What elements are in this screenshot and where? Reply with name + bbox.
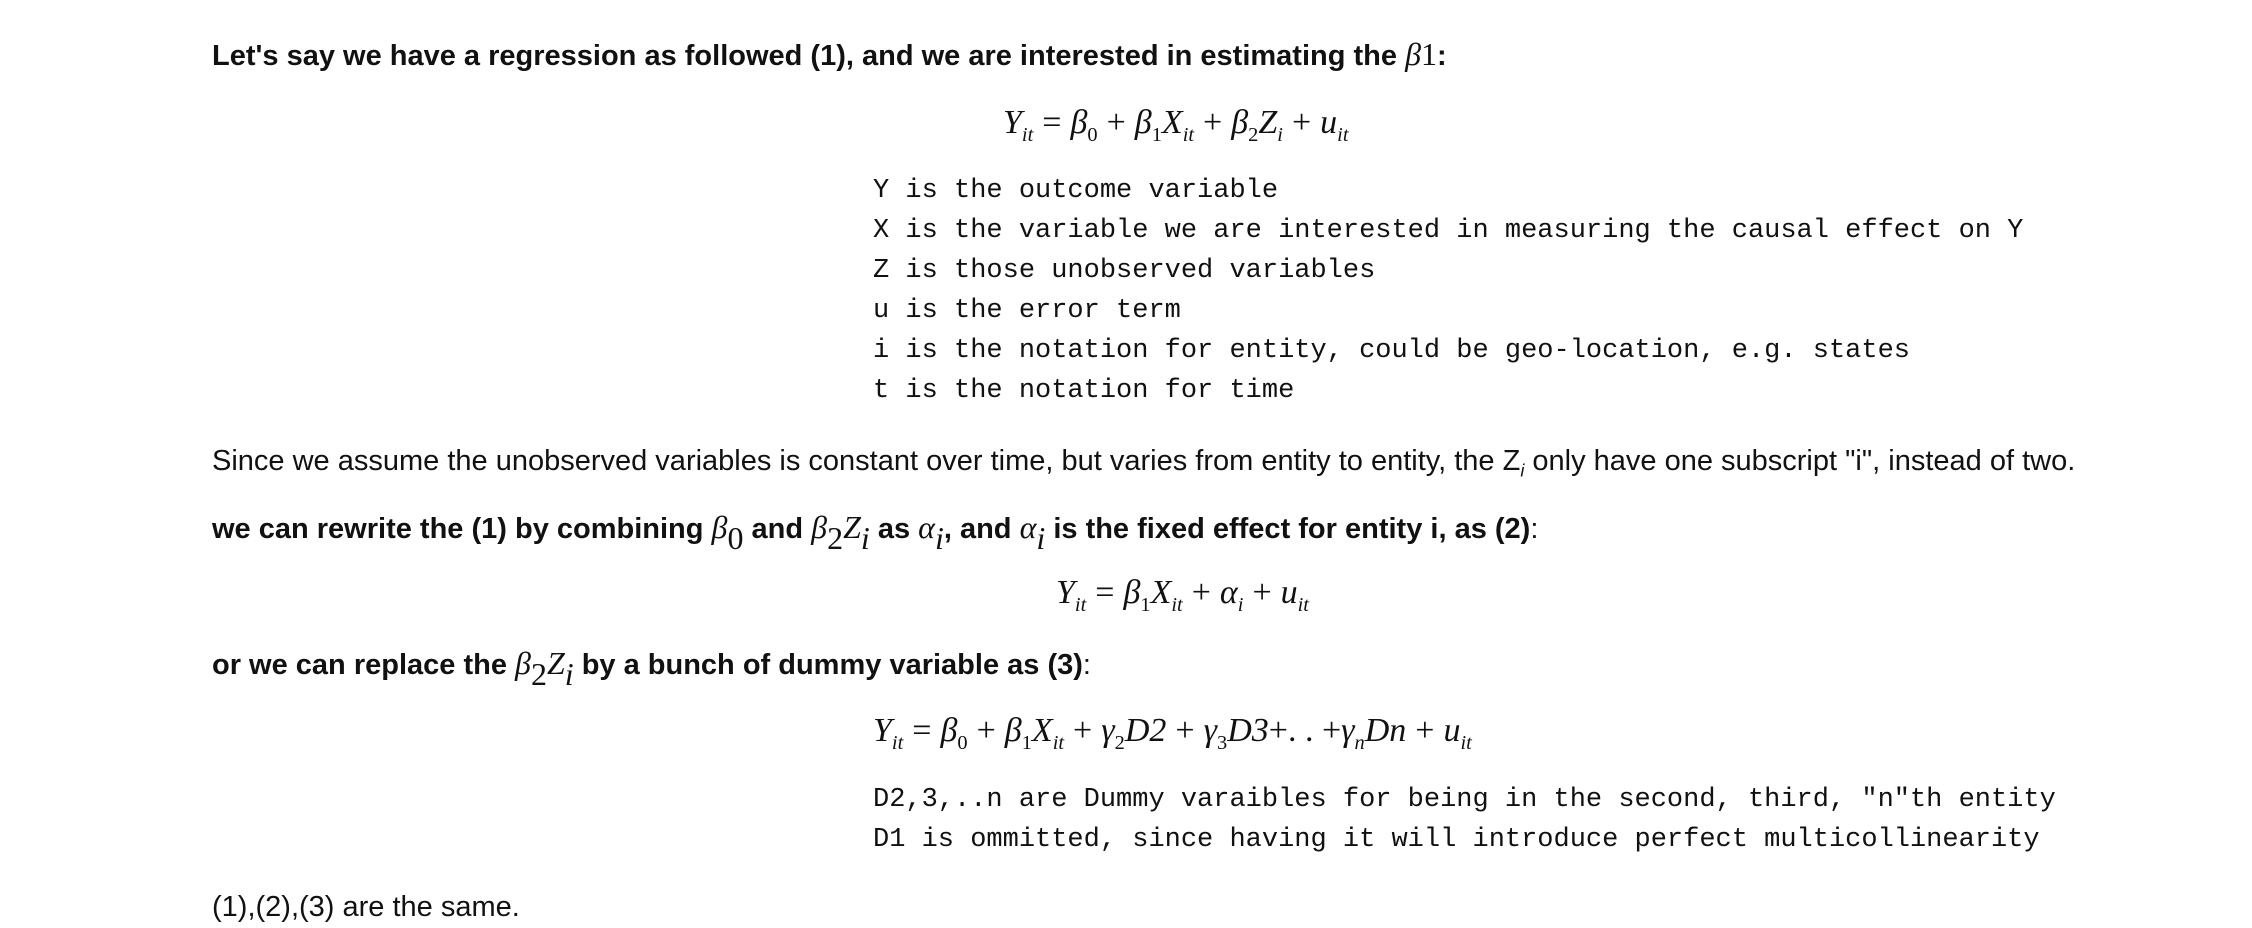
conclusion-text: (1),(2),(3) are the same. xyxy=(212,891,520,923)
definition-line: t is the notation for time xyxy=(873,376,1295,406)
definition-line: X is the variable we are interested in measuring the causal effect on Y xyxy=(873,216,2024,246)
definition-line: Z is those unobserved variables xyxy=(873,256,1376,286)
beta-symbol: β1 xyxy=(1405,36,1438,72)
intro-paragraph: Let's say we have a regression as followed (1), and we are interested in estimating the β1: xyxy=(212,36,1447,72)
equation-3: $Y_{it} = \beta_0 + \beta_1X_{it} + \gamma_2D2 + \gamma_3D3+$. . $+\gamma_nDn + u_{it}$ xyxy=(873,712,1472,754)
dummy-paragraph: or we can replace the $\beta_2Z_i$ by a bunch of dummy variable as (3): xyxy=(212,645,1091,693)
dummy-notes xyxy=(873,780,2056,860)
equation-2: $Y_{it} = \beta_1X_{it} + \alpha_i + u_{it}$ xyxy=(1056,574,1309,616)
note-line: D2,3,..n are Dummy varaibles for being in the second, third, "n"th entity xyxy=(873,785,2056,815)
definition-line: u is the error term xyxy=(873,296,1181,326)
variable-definitions xyxy=(873,171,2023,411)
intro-text: Let's say we have a regression as followed (1), and we are interested in estimating the xyxy=(212,40,1406,72)
definition-line: i is the notation for entity, could be geo-location, e.g. states xyxy=(873,336,1910,366)
definition-line: Y is the outcome variable xyxy=(873,176,1279,206)
note-line: D1 is ommitted, since having it will introduce perfect multicollinearity xyxy=(873,825,2040,855)
since-paragraph: Since we assume the unobserved variables is constant over time, but varies from entity to entity, the $Z_i$ only have one subscript "i", instead of two. xyxy=(212,445,2076,481)
rewrite-paragraph: we can rewrite the (1) by combining $\beta_0$ and $\beta_2Z_i$ as $\alpha_i$, and $\alpha_i$ is the fixed effect for entity i, as (2): xyxy=(212,509,1539,557)
equation-1: $Y_{it} = \beta_0 + \beta_1X_{it} + \beta_2Z_i + u_{it}$ xyxy=(1003,104,1349,146)
